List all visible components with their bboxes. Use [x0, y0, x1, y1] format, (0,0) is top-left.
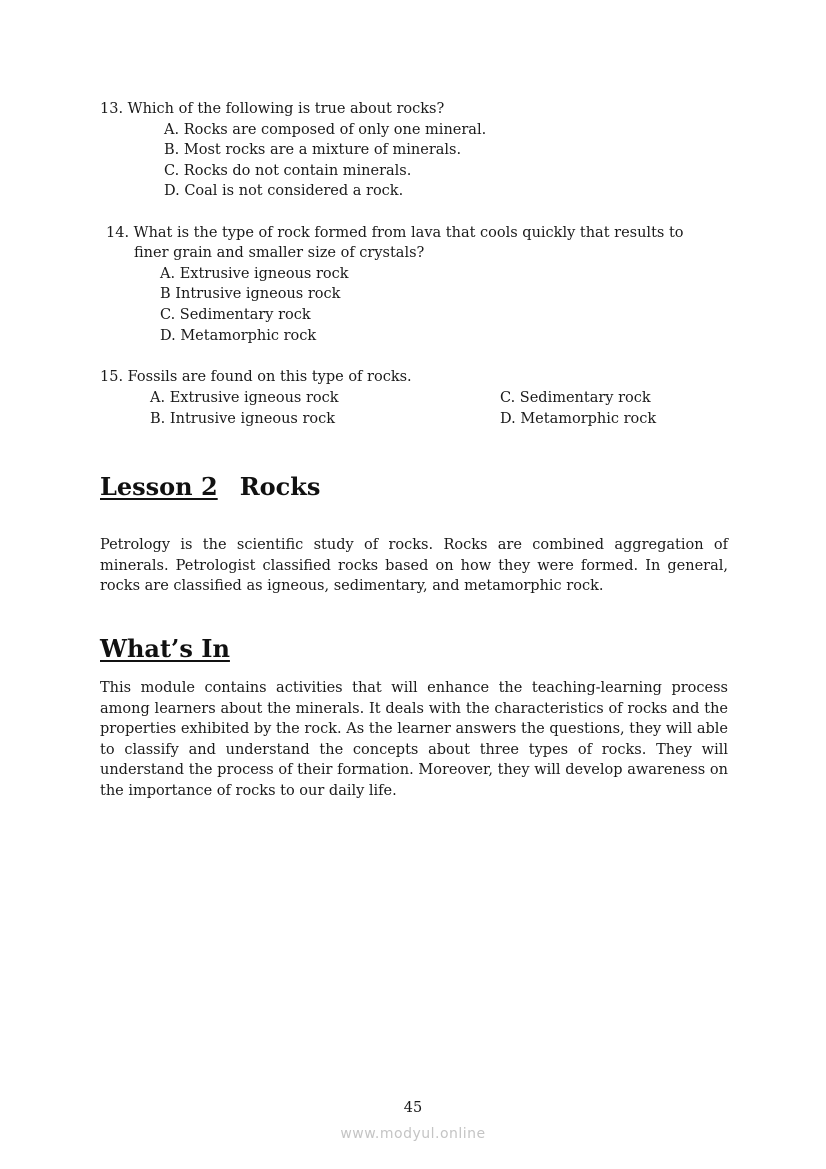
whats-in-heading: What’s In: [100, 634, 230, 663]
question-13-option-b: B. Most rocks are a mixture of minerals.: [164, 142, 462, 158]
question-14-stem-line-2: finer grain and smaller size of crystals?: [134, 245, 425, 261]
question-14-option-b: B Intrusive igneous rock: [160, 286, 341, 302]
question-15-stem: 15. Fossils are found on this type of rocks.: [100, 369, 412, 385]
paragraph-line: minerals. Petrologist classified rocks based on how they were formed. In general,: [100, 557, 728, 574]
question-15-option-c: C. Sedimentary rock: [500, 390, 651, 406]
page-number: 45: [403, 1100, 423, 1116]
question-14-stem-line-1: 14. What is the type of rock formed from lava that cools quickly that results to: [106, 225, 684, 241]
lesson-heading: [100, 472, 320, 501]
question-14-option-c: C. Sedimentary rock: [160, 307, 311, 323]
lesson-intro-paragraph: [100, 535, 728, 597]
paragraph-line: properties exhibited by the rock. As the learner answers the questions, they will able: [100, 721, 728, 737]
paragraph-line: understand the process of their formation. Moreover, they will develop awareness on: [100, 762, 728, 778]
paragraph-line: among learners about the minerals. It deals with the characteristics of rocks and the: [100, 700, 728, 717]
paragraph-line: This module contains activities that will enhance the teaching-learning process: [100, 680, 728, 696]
lesson-title: Rocks: [239, 472, 321, 501]
question-13-option-d: D. Coal is not considered a rock.: [164, 183, 404, 199]
paragraph-line: the importance of rocks to our daily life.: [100, 782, 397, 799]
question-13-stem: 13. Which of the following is true about rocks?: [100, 101, 445, 117]
question-15-option-b: B. Intrusive igneous rock: [150, 411, 336, 427]
question-13-option-a: A. Rocks are composed of only one mineral.: [164, 122, 487, 138]
lesson-number: Lesson 2: [100, 472, 218, 501]
question-15-option-d: D. Metamorphic rock: [500, 411, 657, 427]
question-14-option-d: D. Metamorphic rock: [160, 328, 317, 344]
paragraph-line: to classify and understand the concepts about three types of rocks. They will: [100, 741, 728, 758]
paragraph-line: Petrology is the scientific study of rocks. Rocks are combined aggregation of: [100, 537, 728, 553]
watermark: www.modyul.online: [340, 1126, 486, 1142]
whats-in-paragraph: [100, 678, 728, 801]
question-13-option-c: C. Rocks do not contain minerals.: [164, 163, 412, 179]
paragraph-line: rocks are classified as igneous, sedimentary, and metamorphic rock.: [100, 578, 604, 594]
question-14-option-a: A. Extrusive igneous rock: [160, 266, 349, 282]
question-15-option-a: A. Extrusive igneous rock: [150, 390, 339, 406]
